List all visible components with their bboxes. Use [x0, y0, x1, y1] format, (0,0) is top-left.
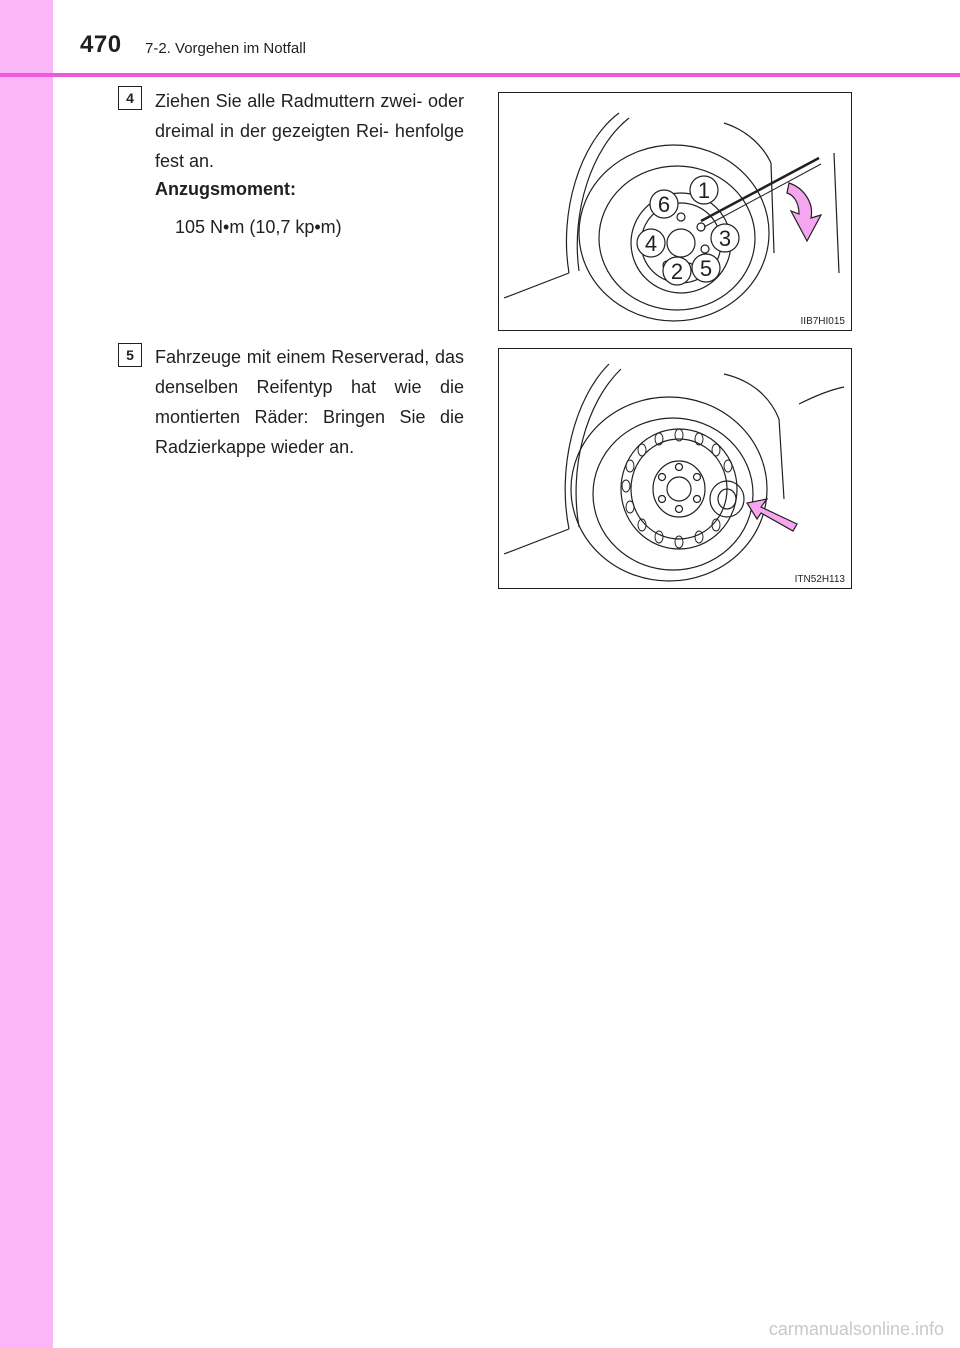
- turn-direction-arrow: [787, 183, 821, 241]
- torque-value: 105 N•m (10,7 kp•m): [175, 217, 342, 237]
- sequence-label-3: 3: [718, 226, 732, 251]
- step-number-badge: 5: [118, 343, 142, 367]
- header-band: [53, 0, 960, 70]
- sequence-label-2: 2: [670, 259, 684, 284]
- step-number-badge: 4: [118, 86, 142, 110]
- hubcap-pointer-arrow: [747, 499, 797, 531]
- footer-watermark: carmanualsonline.info: [768, 1319, 944, 1339]
- wheel-nut-tightening-figure: [498, 92, 852, 331]
- side-margin-band: [0, 0, 53, 1348]
- sequence-label-6: 6: [657, 192, 671, 217]
- figure-code: ITN52H113: [794, 574, 845, 585]
- hubcap-illustration: [499, 349, 851, 588]
- torque-label: Anzugsmoment:: [155, 179, 296, 199]
- sequence-label-1: 1: [697, 178, 711, 203]
- sequence-label-5: 5: [699, 256, 713, 281]
- section-title: 7-2. Vorgehen im Notfall: [145, 40, 306, 57]
- sequence-label-4: 4: [644, 231, 658, 256]
- header-rule: [0, 73, 960, 77]
- figure-code: IIB7HI015: [800, 316, 845, 327]
- step-5-text: Fahrzeuge mit einem Reserverad, das denselben Reifentyp hat wie die montierten Räder: Bringen Sie die Radzierkappe wieder an.: [155, 347, 464, 457]
- page-number: 470: [80, 31, 122, 58]
- wheel-nut-illustration: [499, 93, 851, 330]
- hubcap-installation-figure: [498, 348, 852, 589]
- step-4-text: Ziehen Sie alle Radmuttern zwei- oder dreimal in der gezeigten Rei- henfolge fest an.: [155, 91, 464, 171]
